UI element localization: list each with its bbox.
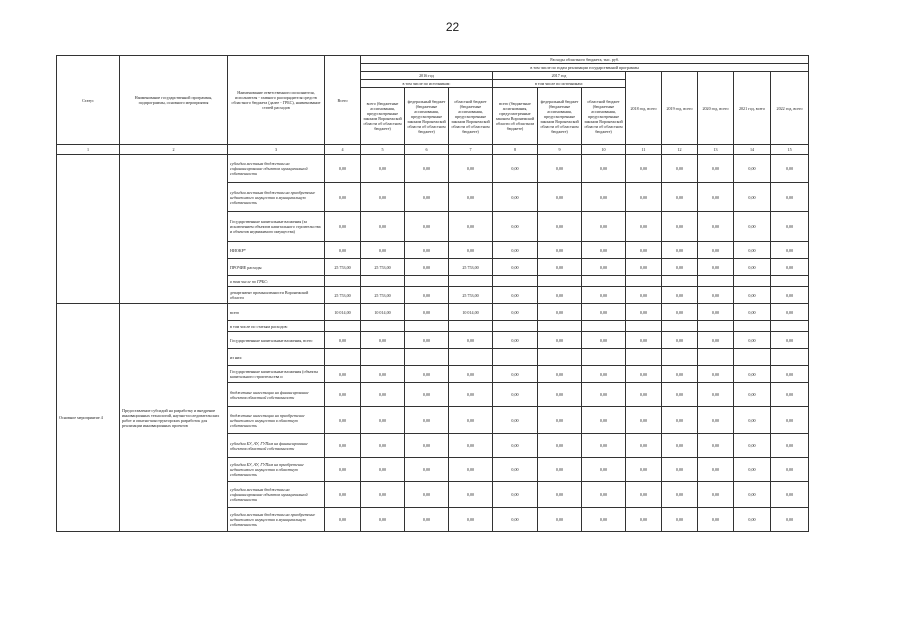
header-2016-reg: областной бюджет (бюджетные ассигнования, предусмотренные законом Воронежской области об областном бюджете) (449, 88, 493, 145)
value-cell: 0,00 (325, 458, 361, 482)
value-cell: 25 753,00 (361, 287, 405, 304)
header-2019: 2019 год, всего (662, 72, 698, 145)
header-2017-reg: областной бюджет (бюджетные ассигнования, предусмотренные законом Воронежской области об областном бюджете) (582, 88, 626, 145)
col-num: 1 (57, 145, 120, 155)
value-cell: 0,00 (361, 458, 405, 482)
expense-item-label: субсидии БУ, АУ, ГУПам на приобретение недвижимого имущества в областную собственность (228, 458, 325, 482)
value-cell: 0,00 (662, 183, 698, 212)
value-cell: 0,00 (405, 259, 449, 276)
value-cell: 0,00 (734, 366, 771, 383)
value-cell: 10 014,00 (325, 304, 361, 321)
value-cell: 0,00 (405, 212, 449, 242)
expense-item-label: субсидии БУ, АУ, ГУПам на финансирование объектов областной собственности (228, 434, 325, 458)
value-cell: 0,00 (493, 407, 538, 434)
value-cell: 0,00 (361, 482, 405, 508)
column-number-row (57, 145, 809, 155)
value-cell: 10 014,00 (449, 304, 493, 321)
value-cell: 0,00 (662, 242, 698, 259)
col-num: 13 (698, 145, 734, 155)
table-row (57, 304, 809, 321)
expense-item-label: субсидии местным бюджетам на приобретение недвижимого имущества в муниципальную собственность (228, 183, 325, 212)
value-cell: 0,00 (538, 383, 582, 407)
value-cell: 0,00 (662, 304, 698, 321)
col-num: 11 (626, 145, 662, 155)
col-num: 10 (582, 145, 626, 155)
value-cell: 0,00 (493, 242, 538, 259)
value-cell: 0,00 (698, 287, 734, 304)
value-cell (449, 321, 493, 332)
value-cell: 0,00 (325, 332, 361, 349)
value-cell (325, 349, 361, 366)
value-cell: 0,00 (538, 155, 582, 183)
expense-item-label: всего (228, 304, 325, 321)
value-cell: 0,00 (698, 155, 734, 183)
value-cell (493, 349, 538, 366)
table-body (57, 155, 809, 532)
value-cell: 0,00 (538, 482, 582, 508)
expense-item-label: департамент промышленности Воронежской области (228, 287, 325, 304)
value-cell: 0,00 (771, 304, 809, 321)
value-cell (449, 276, 493, 287)
value-cell: 0,00 (449, 155, 493, 183)
value-cell: 0,00 (449, 458, 493, 482)
expense-item-label: Государственные капитальные вложения (за исключением объектов капитального строительства и объектов недвижимого имущества) (228, 212, 325, 242)
header-by-years: в том числе по годам реализации государственной программы (361, 64, 809, 72)
value-cell: 25 753,00 (449, 259, 493, 276)
value-cell: 0,00 (361, 242, 405, 259)
value-cell: 0,00 (662, 383, 698, 407)
value-cell: 0,00 (325, 212, 361, 242)
value-cell (405, 321, 449, 332)
value-cell: 0,00 (662, 332, 698, 349)
value-cell: 0,00 (582, 183, 626, 212)
value-cell: 0,00 (582, 482, 626, 508)
value-cell (698, 276, 734, 287)
value-cell (582, 276, 626, 287)
value-cell: 0,00 (662, 287, 698, 304)
value-cell: 0,00 (626, 434, 662, 458)
value-cell: 0,00 (771, 155, 809, 183)
value-cell: 0,00 (493, 287, 538, 304)
value-cell: 0,00 (698, 183, 734, 212)
value-cell: 0,00 (493, 508, 538, 532)
value-cell: 0,00 (538, 508, 582, 532)
value-cell: 0,00 (582, 434, 626, 458)
value-cell (538, 321, 582, 332)
col-num: 7 (449, 145, 493, 155)
value-cell: 0,00 (626, 304, 662, 321)
value-cell (405, 276, 449, 287)
value-cell (361, 349, 405, 366)
value-cell: 0,00 (325, 482, 361, 508)
value-cell: 0,00 (698, 212, 734, 242)
value-cell (698, 349, 734, 366)
value-cell: 0,00 (449, 212, 493, 242)
expense-item-label: Государственные капитальные вложения, всего (228, 332, 325, 349)
col-num: 2 (120, 145, 228, 155)
value-cell (626, 321, 662, 332)
header-2017-all: всего (бюджетные ассигнования, предусмотренные законом Воронежской области об областном бюджете) (493, 88, 538, 145)
value-cell: 0,00 (493, 183, 538, 212)
value-cell (538, 349, 582, 366)
value-cell: 0,00 (582, 212, 626, 242)
header-in-sources-2016: в том числе по источникам: (361, 80, 493, 88)
value-cell (626, 349, 662, 366)
value-cell: 0,00 (361, 434, 405, 458)
value-cell: 0,00 (662, 434, 698, 458)
value-cell: 10 014,00 (361, 304, 405, 321)
value-cell (493, 321, 538, 332)
col-num: 4 (325, 145, 361, 155)
value-cell: 0,00 (361, 183, 405, 212)
col-num: 14 (734, 145, 771, 155)
value-cell: 0,00 (734, 304, 771, 321)
value-cell: 0,00 (662, 366, 698, 383)
value-cell: 0,00 (405, 434, 449, 458)
value-cell: 0,00 (493, 434, 538, 458)
value-cell: 25 753,00 (449, 287, 493, 304)
value-cell: 0,00 (771, 259, 809, 276)
value-cell: 0,00 (361, 332, 405, 349)
value-cell: 0,00 (662, 155, 698, 183)
header-2021: 2021 год, всего (734, 72, 771, 145)
value-cell: 0,00 (582, 332, 626, 349)
value-cell: 0,00 (626, 287, 662, 304)
value-cell (771, 349, 809, 366)
value-cell: 0,00 (582, 383, 626, 407)
value-cell: 0,00 (626, 407, 662, 434)
header-total: Всего (325, 56, 361, 145)
value-cell: 0,00 (493, 155, 538, 183)
page-number: 22 (445, 20, 460, 34)
value-cell: 0,00 (698, 508, 734, 532)
value-cell: 0,00 (538, 242, 582, 259)
header-in-sources-2017: в том числе по источникам: (493, 80, 626, 88)
value-cell: 0,00 (662, 458, 698, 482)
value-cell: 0,00 (771, 508, 809, 532)
header-executor: Наименование ответственного исполнителя, исполнителя - главного распорядителя средств областного бюджета (далее - ГРБС), наименование статей расходов (228, 56, 325, 145)
expense-item-label: бюджетные инвестиции на приобретение недвижимого имущества в областную собственность (228, 407, 325, 434)
value-cell (582, 321, 626, 332)
value-cell: 0,00 (538, 287, 582, 304)
table-row (57, 155, 809, 183)
header-2016-all: всего (бюджетные ассигнования, предусмотренные законом Воронежской области об областном бюджете) (361, 88, 405, 145)
value-cell: 0,00 (698, 458, 734, 482)
value-cell: 0,00 (698, 482, 734, 508)
value-cell: 0,00 (626, 259, 662, 276)
value-cell: 0,00 (449, 383, 493, 407)
value-cell: 0,00 (582, 458, 626, 482)
value-cell: 0,00 (626, 482, 662, 508)
header-program: Наименование государственной программы, подпрограммы, основного мероприятия (120, 56, 228, 145)
value-cell: 0,00 (662, 407, 698, 434)
value-cell: 0,00 (405, 304, 449, 321)
value-cell: 0,00 (582, 259, 626, 276)
value-cell: 0,00 (449, 366, 493, 383)
main-event-status: Основное мероприятие 4 (57, 304, 120, 532)
value-cell: 25 753,00 (361, 259, 405, 276)
header-2017: 2017 год (493, 72, 626, 80)
value-cell: 0,00 (734, 212, 771, 242)
expense-item-label: в том числе по статьям расходов: (228, 321, 325, 332)
value-cell: 0,00 (493, 458, 538, 482)
value-cell: 0,00 (771, 183, 809, 212)
value-cell: 0,00 (662, 508, 698, 532)
value-cell (734, 276, 771, 287)
value-cell: 0,00 (698, 242, 734, 259)
header-2020: 2020 год, всего (698, 72, 734, 145)
value-cell: 0,00 (771, 366, 809, 383)
value-cell: 0,00 (734, 259, 771, 276)
header-expenses: Расходы областного бюджета, тыс. руб. (361, 56, 809, 64)
value-cell: 0,00 (361, 212, 405, 242)
value-cell: 0,00 (405, 287, 449, 304)
value-cell: 0,00 (405, 482, 449, 508)
value-cell: 0,00 (582, 155, 626, 183)
value-cell: 0,00 (662, 482, 698, 508)
value-cell: 0,00 (771, 212, 809, 242)
value-cell: 0,00 (734, 242, 771, 259)
value-cell (325, 321, 361, 332)
col-num: 9 (538, 145, 582, 155)
value-cell: 0,00 (662, 259, 698, 276)
expense-item-label: субсидии местным бюджетам на софинансирование объектов муниципальной собственности (228, 482, 325, 508)
value-cell: 0,00 (626, 366, 662, 383)
value-cell: 0,00 (361, 407, 405, 434)
value-cell: 0,00 (405, 183, 449, 212)
expense-item-label: в том числе по ГРБС: (228, 276, 325, 287)
value-cell: 0,00 (405, 407, 449, 434)
value-cell: 0,00 (449, 242, 493, 259)
value-cell: 0,00 (582, 304, 626, 321)
expense-item-label: субсидии местным бюджетам на софинансирование объектов муниципальной собственности (228, 155, 325, 183)
value-cell: 0,00 (449, 434, 493, 458)
header-2017-fed: федеральный бюджет (бюджетные ассигнования, предусмотренные законом Воронежской области об областном бюджете) (538, 88, 582, 145)
value-cell: 0,00 (405, 458, 449, 482)
value-cell: 25 753,00 (325, 287, 361, 304)
value-cell: 25 753,00 (325, 259, 361, 276)
status-cell (57, 155, 120, 304)
value-cell: 0,00 (325, 434, 361, 458)
value-cell: 0,00 (698, 332, 734, 349)
value-cell: 0,00 (405, 508, 449, 532)
expense-item-label: Государственные капитальные вложения (объекты капитального строительства и (228, 366, 325, 383)
value-cell: 0,00 (771, 383, 809, 407)
value-cell: 0,00 (449, 508, 493, 532)
value-cell: 0,00 (698, 434, 734, 458)
value-cell: 0,00 (771, 482, 809, 508)
value-cell: 0,00 (405, 242, 449, 259)
value-cell: 0,00 (734, 407, 771, 434)
value-cell: 0,00 (626, 212, 662, 242)
col-num: 6 (405, 145, 449, 155)
value-cell: 0,00 (325, 366, 361, 383)
value-cell: 0,00 (325, 242, 361, 259)
value-cell: 0,00 (493, 383, 538, 407)
expense-item-label: НИОКР* (228, 242, 325, 259)
col-num: 12 (662, 145, 698, 155)
value-cell: 0,00 (538, 304, 582, 321)
value-cell: 0,00 (405, 366, 449, 383)
expense-item-label: из них: (228, 349, 325, 366)
header-2016: 2016 год (361, 72, 493, 80)
value-cell: 0,00 (771, 332, 809, 349)
value-cell: 0,00 (538, 407, 582, 434)
main-event-name: Предоставление субсидий на разработку и внедрение инновационных технологий, научно-исследовательских работ и опытно-конструкторских разработок для реализации инновационных проектов (120, 304, 228, 532)
col-num: 5 (361, 145, 405, 155)
value-cell: 0,00 (538, 212, 582, 242)
expense-item-label: бюджетные инвестиции на финансирование объектов областной собственности (228, 383, 325, 407)
value-cell: 0,00 (734, 183, 771, 212)
program-cell (120, 155, 228, 304)
value-cell: 0,00 (449, 407, 493, 434)
value-cell: 0,00 (734, 434, 771, 458)
value-cell (662, 276, 698, 287)
value-cell: 0,00 (493, 332, 538, 349)
value-cell: 0,00 (325, 155, 361, 183)
value-cell: 0,00 (734, 155, 771, 183)
header-2018: 2018 год, всего (626, 72, 662, 145)
value-cell: 0,00 (361, 155, 405, 183)
value-cell (662, 349, 698, 366)
value-cell: 0,00 (734, 383, 771, 407)
value-cell: 0,00 (734, 482, 771, 508)
value-cell: 0,00 (493, 259, 538, 276)
value-cell: 0,00 (771, 242, 809, 259)
value-cell: 0,00 (698, 407, 734, 434)
value-cell: 0,00 (493, 212, 538, 242)
value-cell: 0,00 (449, 183, 493, 212)
header-2022: 2022 год, всего (771, 72, 809, 145)
value-cell (449, 349, 493, 366)
value-cell: 0,00 (771, 458, 809, 482)
value-cell: 0,00 (325, 183, 361, 212)
value-cell (405, 349, 449, 366)
value-cell: 0,00 (734, 458, 771, 482)
value-cell (361, 276, 405, 287)
value-cell: 0,00 (734, 287, 771, 304)
value-cell: 0,00 (771, 407, 809, 434)
value-cell (734, 349, 771, 366)
value-cell: 0,00 (538, 366, 582, 383)
value-cell: 0,00 (626, 183, 662, 212)
value-cell: 0,00 (538, 259, 582, 276)
value-cell: 0,00 (493, 366, 538, 383)
value-cell: 0,00 (325, 508, 361, 532)
value-cell: 0,00 (698, 383, 734, 407)
value-cell: 0,00 (405, 155, 449, 183)
value-cell (771, 276, 809, 287)
value-cell (493, 276, 538, 287)
value-cell: 0,00 (361, 366, 405, 383)
value-cell: 0,00 (582, 407, 626, 434)
value-cell (361, 321, 405, 332)
value-cell: 0,00 (538, 434, 582, 458)
value-cell: 0,00 (361, 508, 405, 532)
col-num: 3 (228, 145, 325, 155)
value-cell: 0,00 (325, 407, 361, 434)
value-cell: 0,00 (538, 183, 582, 212)
value-cell: 0,00 (449, 332, 493, 349)
value-cell (734, 321, 771, 332)
value-cell: 0,00 (771, 434, 809, 458)
value-cell (325, 276, 361, 287)
value-cell (698, 321, 734, 332)
value-cell: 0,00 (626, 155, 662, 183)
expense-item-label: субсидии местным бюджетам на приобретение недвижимого имущества в муниципальную собственность (228, 508, 325, 532)
expense-item-label: ПРОЧИЕ расходы (228, 259, 325, 276)
value-cell (582, 349, 626, 366)
value-cell: 0,00 (582, 287, 626, 304)
value-cell: 0,00 (626, 383, 662, 407)
value-cell: 0,00 (405, 332, 449, 349)
value-cell: 0,00 (361, 383, 405, 407)
value-cell: 0,00 (582, 242, 626, 259)
value-cell (771, 321, 809, 332)
value-cell: 0,00 (582, 366, 626, 383)
value-cell: 0,00 (626, 332, 662, 349)
value-cell (662, 321, 698, 332)
value-cell: 0,00 (626, 242, 662, 259)
value-cell: 0,00 (493, 304, 538, 321)
value-cell: 0,00 (734, 332, 771, 349)
value-cell (626, 276, 662, 287)
value-cell: 0,00 (449, 482, 493, 508)
table-header (57, 56, 809, 155)
value-cell: 0,00 (538, 332, 582, 349)
value-cell: 0,00 (698, 304, 734, 321)
value-cell: 0,00 (698, 259, 734, 276)
value-cell: 0,00 (771, 287, 809, 304)
value-cell: 0,00 (626, 458, 662, 482)
budget-table (56, 55, 809, 532)
value-cell: 0,00 (698, 366, 734, 383)
value-cell: 0,00 (582, 508, 626, 532)
value-cell: 0,00 (405, 383, 449, 407)
header-status: Статус (57, 56, 120, 145)
col-num: 15 (771, 145, 809, 155)
value-cell (538, 276, 582, 287)
value-cell: 0,00 (662, 212, 698, 242)
value-cell: 0,00 (493, 482, 538, 508)
value-cell: 0,00 (538, 458, 582, 482)
header-2016-fed: федеральный бюджет (бюджетные ассигнования, предусмотренные законом Воронежской области об областном бюджете) (405, 88, 449, 145)
value-cell: 0,00 (626, 508, 662, 532)
value-cell: 0,00 (734, 508, 771, 532)
value-cell: 0,00 (325, 383, 361, 407)
col-num: 8 (493, 145, 538, 155)
